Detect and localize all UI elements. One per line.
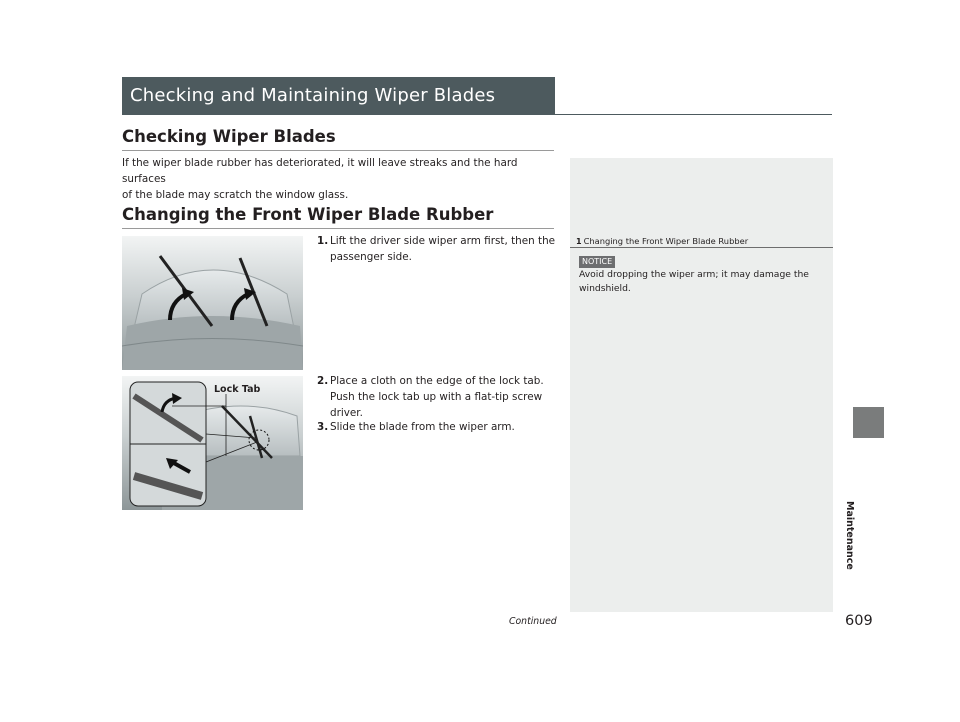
- step-number: 1.: [317, 235, 329, 247]
- body-line: of the blade may scratch the window glass.: [122, 189, 349, 201]
- heading-rule: [122, 150, 554, 151]
- chapter-tab-label: Maintenance: [844, 501, 855, 570]
- wiper-illustration: [122, 236, 303, 370]
- step-number: 2.: [317, 375, 329, 387]
- step-text: Lift the driver side wiper arm first, then the passenger side.: [330, 235, 556, 263]
- section1-body: [122, 155, 562, 203]
- figure-lock-tab: [122, 376, 303, 510]
- sidebar-heading-text: Changing the Front Wiper Blade Rubber: [583, 236, 749, 246]
- continued-label: Continued: [509, 616, 557, 627]
- lock-tab-callout: Lock Tab: [214, 384, 261, 395]
- sidebar-rule: [570, 247, 833, 248]
- sidebar-body: Avoid dropping the wiper arm; it may damage the windshield.: [579, 269, 809, 294]
- chapter-tab[interactable]: [853, 407, 884, 438]
- figure-wiper-arms-lifted: [122, 236, 303, 370]
- lock-tab-illustration: [122, 376, 303, 510]
- section-title: Checking and Maintaining Wiper Blades: [130, 85, 496, 106]
- section-rule: [555, 114, 832, 115]
- sidebar-heading: [576, 236, 748, 246]
- heading-checking-wiper-blades: Checking Wiper Blades: [122, 127, 336, 146]
- section-banner: [122, 77, 555, 115]
- notice-badge: NOTICE: [579, 256, 615, 268]
- step-1: [317, 233, 557, 265]
- sidebar-panel: [570, 158, 833, 612]
- step-text: Slide the blade from the wiper arm.: [330, 421, 515, 433]
- body-line: If the wiper blade rubber has deteriorated, it will leave streaks and the hard surfaces: [122, 157, 518, 185]
- step-number: 3.: [317, 421, 329, 433]
- heading-changing-blade-rubber: Changing the Front Wiper Blade Rubber: [122, 205, 494, 224]
- heading-rule: [122, 228, 554, 229]
- step-text: Place a cloth on the edge of the lock tab. Push the lock tab up with a flat-tip screw driver.: [330, 375, 544, 419]
- page-number: 609: [845, 613, 873, 629]
- step-3: [317, 419, 557, 435]
- step-2: [317, 373, 557, 421]
- reference-mark: 1: [576, 237, 582, 246]
